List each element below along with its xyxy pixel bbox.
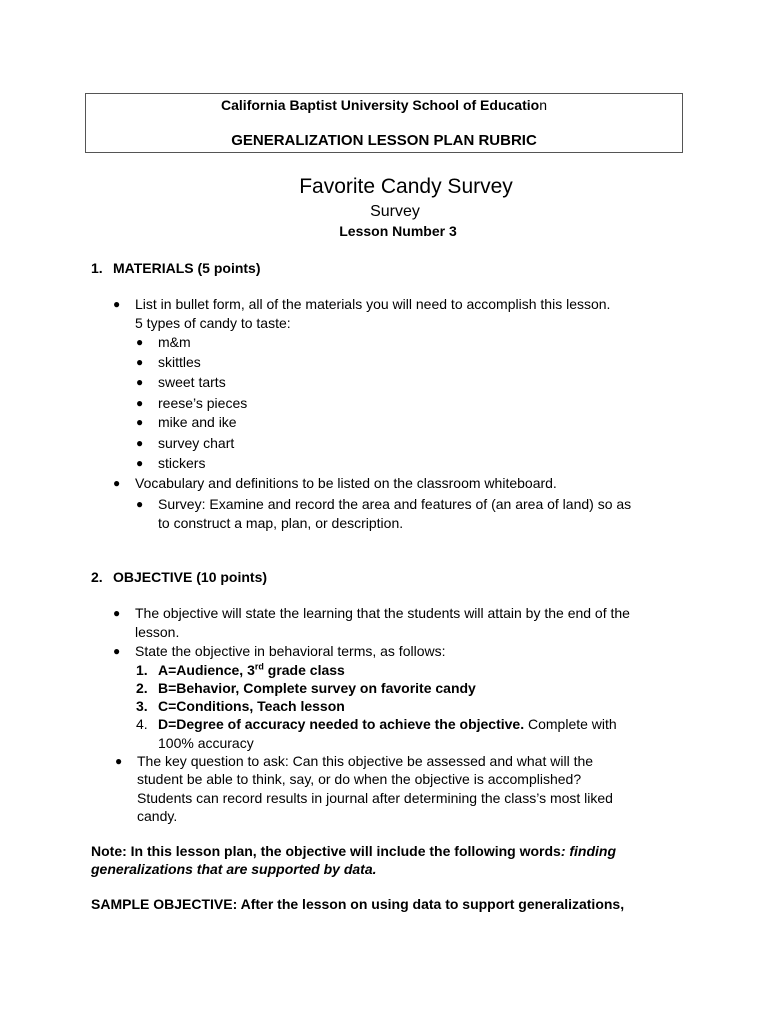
candy-item — [136, 413, 237, 431]
list-item-text: The key question to ask: Can this objective be assessed and what will the — [137, 753, 594, 769]
bullet-icon: ● — [136, 415, 144, 429]
list-item — [115, 752, 594, 770]
candy-item — [136, 454, 206, 472]
bullet-icon: ● — [113, 476, 121, 490]
list-item-text: State the objective in behavioral terms, as follows: — [135, 643, 446, 659]
candy-item — [136, 333, 191, 351]
university-name-last-letter: n — [539, 97, 547, 113]
section-heading-text: OBJECTIVE (10 points) — [113, 569, 268, 585]
list-item — [113, 604, 630, 622]
university-name — [85, 96, 683, 114]
item-number: 3. — [136, 698, 148, 714]
list-item-text: The objective will state the learning that the students will attain by the end of the — [135, 605, 630, 621]
item-text-after: grade class — [263, 662, 345, 678]
item-text: B=Behavior, Complete survey on favorite candy — [158, 680, 476, 696]
candy-item-text: mike and ike — [158, 414, 237, 430]
list-item-continuation: Students can record results in journal after determining the class’s most liked — [137, 790, 613, 806]
candy-item-text: stickers — [158, 455, 206, 471]
bullet-icon: ● — [136, 335, 144, 349]
candy-item-text: m&m — [158, 334, 191, 350]
list-item-continuation: 5 types of candy to taste: — [135, 315, 291, 331]
bullet-icon: ● — [136, 436, 144, 450]
item-text-bold: D=Degree of accuracy needed to achieve the objective. — [158, 716, 525, 732]
list-item-continuation: student be able to think, say, or do when the objective is accomplished? — [137, 771, 582, 787]
candy-item — [136, 373, 226, 391]
vocab-text-continuation: to construct a map, plan, or description. — [158, 515, 404, 531]
item-number: 1. — [136, 662, 148, 678]
item-text-continuation: 100% accuracy — [158, 735, 254, 751]
candy-item — [136, 434, 235, 452]
item-number: 2. — [136, 680, 148, 696]
item-text-normal: Complete with — [524, 716, 617, 732]
item-superscript: rd — [254, 661, 264, 672]
item-text: A=Audience, 3 — [158, 662, 255, 678]
bullet-icon: ● — [113, 297, 121, 311]
list-item — [113, 295, 611, 313]
objective-abcd-item — [136, 661, 345, 679]
objective-abcd-item — [136, 715, 617, 733]
list-item — [113, 642, 446, 660]
rubric-title: GENERALIZATION LESSON PLAN RUBRIC — [231, 132, 537, 149]
candy-item-text: skittles — [158, 354, 201, 370]
note-line-2: generalizations that are supported by data. — [91, 861, 377, 877]
bullet-icon: ● — [113, 606, 121, 620]
item-text: C=Conditions, Teach lesson — [158, 698, 345, 714]
section-materials-heading — [91, 259, 261, 277]
list-item-continuation: lesson. — [135, 624, 180, 640]
university-name-text: California Baptist University School of Educatio — [221, 97, 540, 113]
lesson-title: Favorite Candy Survey — [299, 175, 513, 198]
bullet-icon: ● — [113, 644, 121, 658]
note-italic-text: : finding — [560, 843, 617, 859]
candy-item-text: sweet tarts — [158, 374, 226, 390]
candy-item-text: survey chart — [158, 435, 235, 451]
candy-item — [136, 394, 248, 412]
bullet-icon: ● — [136, 497, 144, 511]
bullet-icon: ● — [136, 396, 144, 410]
list-item-text: List in bullet form, all of the materials you will need to accomplish this lesson. — [135, 296, 611, 312]
note-line-1 — [91, 842, 616, 860]
bullet-icon: ● — [136, 456, 144, 470]
objective-abcd-item — [136, 679, 476, 697]
list-item-text: Vocabulary and definitions to be listed on the classroom whiteboard. — [135, 475, 557, 491]
sample-objective: SAMPLE OBJECTIVE: After the lesson on using data to support generalizations, — [91, 896, 625, 912]
candy-item — [136, 353, 201, 371]
bullet-icon: ● — [136, 355, 144, 369]
list-item-continuation: candy. — [137, 808, 178, 824]
section-heading-text: MATERIALS (5 points) — [113, 260, 261, 276]
item-number: 4. — [136, 716, 148, 732]
bullet-icon: ● — [115, 754, 123, 768]
lesson-number: Lesson Number 3 — [339, 223, 457, 239]
vocab-item — [136, 495, 632, 513]
list-item — [113, 474, 557, 492]
vocab-text: Survey: Examine and record the area and features of (an area of land) so as — [158, 496, 632, 512]
section-number: 1. — [91, 260, 103, 276]
candy-item-text: reese’s pieces — [158, 395, 248, 411]
note-text: Note: In this lesson plan, the objective will include the following words — [91, 843, 561, 859]
section-number: 2. — [91, 569, 103, 585]
section-objective-heading — [91, 568, 267, 586]
lesson-subtitle: Survey — [370, 203, 420, 220]
objective-abcd-item — [136, 697, 345, 715]
bullet-icon: ● — [136, 375, 144, 389]
